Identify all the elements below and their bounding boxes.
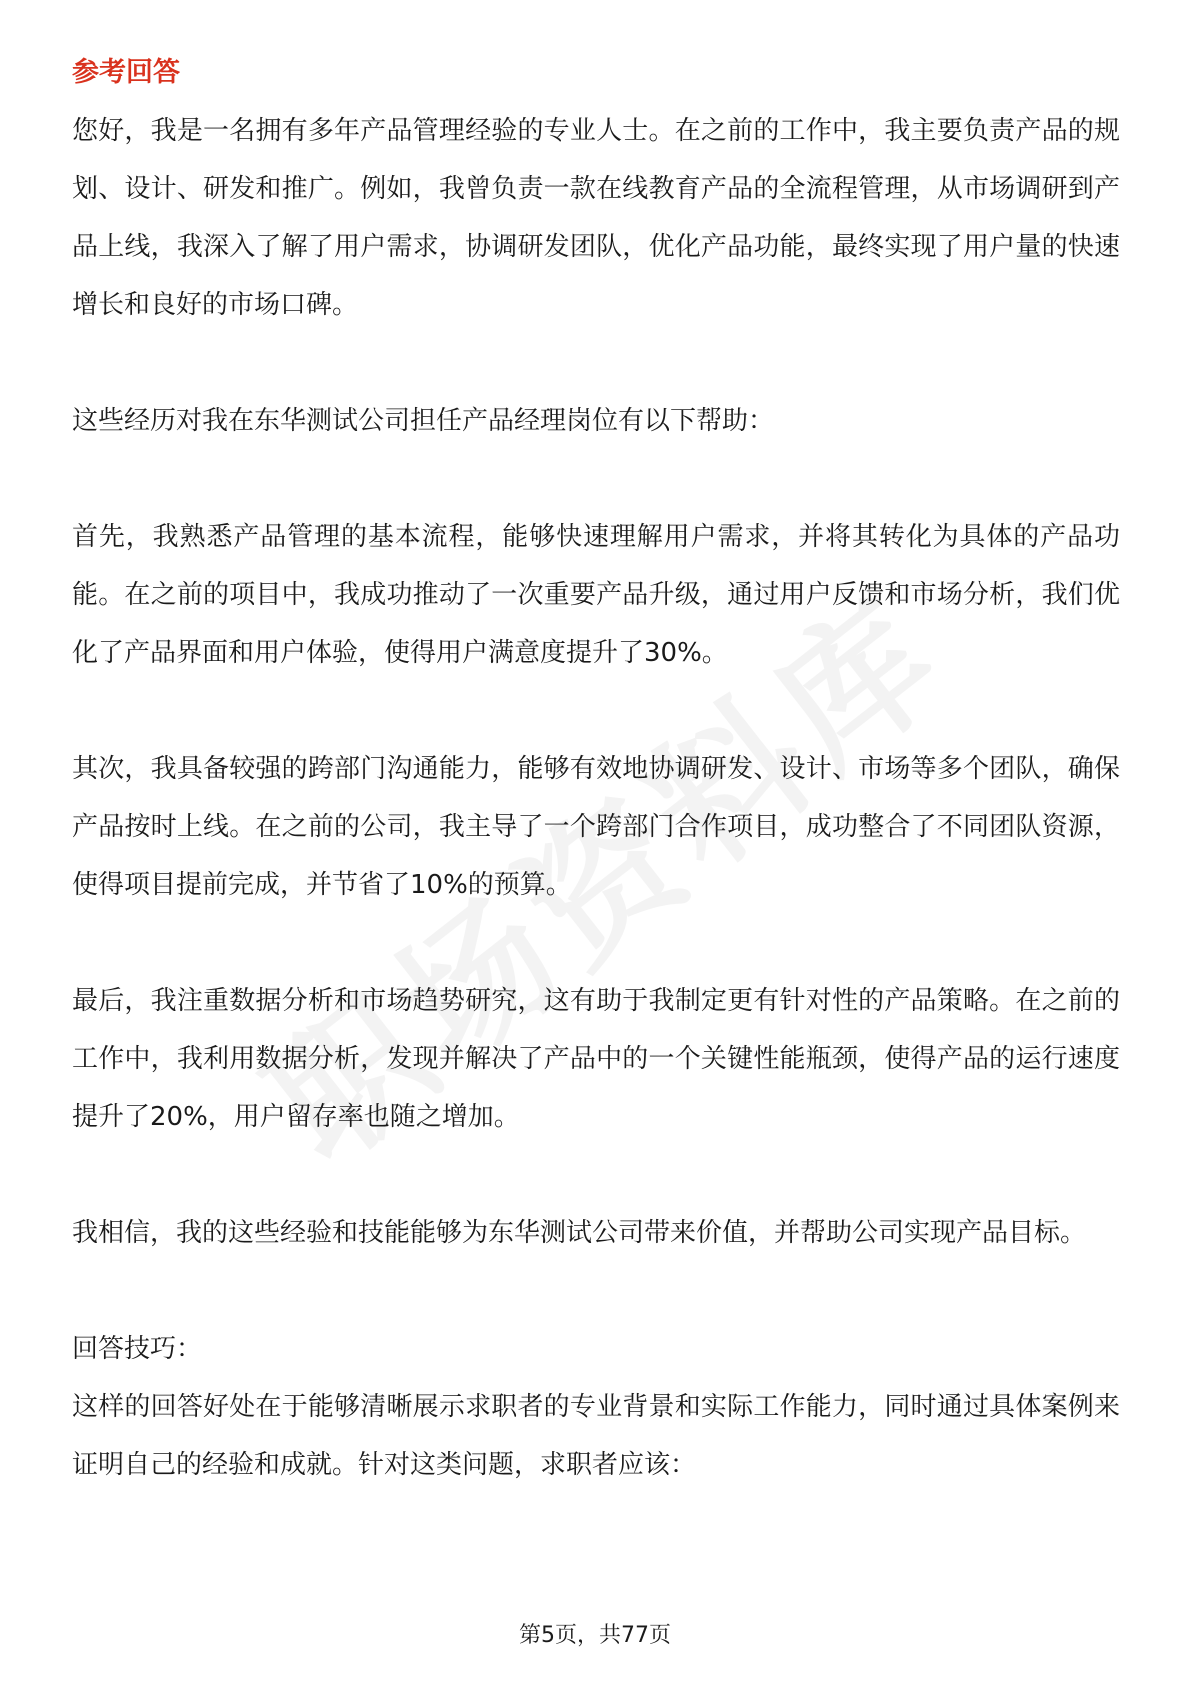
answer-paragraph-first: 首先，我熟悉产品管理的基本流程，能够快速理解用户需求，并将其转化为具体的产品功能。在之前的项目中，我成功推动了一次重要产品升级，通过用户反馈和市场分析，我们优化了产品界面和用户体验，使得用户满意度提升了30%。 [72,522,1120,668]
answer-paragraph-help: 这些经历对我在东华测试公司担任产品经理岗位有以下帮助： [72,406,775,436]
page-number: 第5页，共77页 [519,1623,671,1648]
tips-heading: 回答技巧： [72,1334,203,1364]
paragraph-gap [72,450,1120,508]
answer-paragraph-intro: 您好，我是一名拥有多年产品管理经验的专业人士。在之前的工作中，我主要负责产品的规划、设计、研发和推广。例如，我曾负责一款在线教育产品的全流程管理，从市场调研到产品上线，我深入了解了用户需求，协调研发团队，优化产品功能，最终实现了用户量的快速增长和良好的市场口碑。 [72,116,1120,320]
paragraph-gap [72,914,1120,972]
answer-paragraph-conclusion: 我相信，我的这些经验和技能能够为东华测试公司带来价值，并帮助公司实现产品目标。 [72,1218,1087,1248]
paragraph-gap [72,682,1120,740]
paragraph-gap [72,1262,1120,1320]
tips-paragraph: 这样的回答好处在于能够清晰展示求职者的专业背景和实际工作能力，同时通过具体案例来证明自己的经验和成就。针对这类问题，求职者应该： [72,1392,1120,1480]
answer-paragraph-second: 其次，我具备较强的跨部门沟通能力，能够有效地协调研发、设计、市场等多个团队，确保产品按时上线。在之前的公司，我主导了一个跨部门合作项目，成功整合了不同团队资源，使得项目提前完成，并节省了10%的预算。 [72,754,1120,900]
section-heading: 参考回答 [72,57,180,88]
paragraph-gap [72,1146,1120,1204]
answer-paragraph-last: 最后，我注重数据分析和市场趋势研究，这有助于我制定更有针对性的产品策略。在之前的工作中，我利用数据分析，发现并解决了产品中的一个关键性能瓶颈，使得产品的运行速度提升了20%，用户留存率也随之增加。 [72,986,1120,1132]
page-content [72,44,1120,1494]
paragraph-gap [72,334,1120,392]
